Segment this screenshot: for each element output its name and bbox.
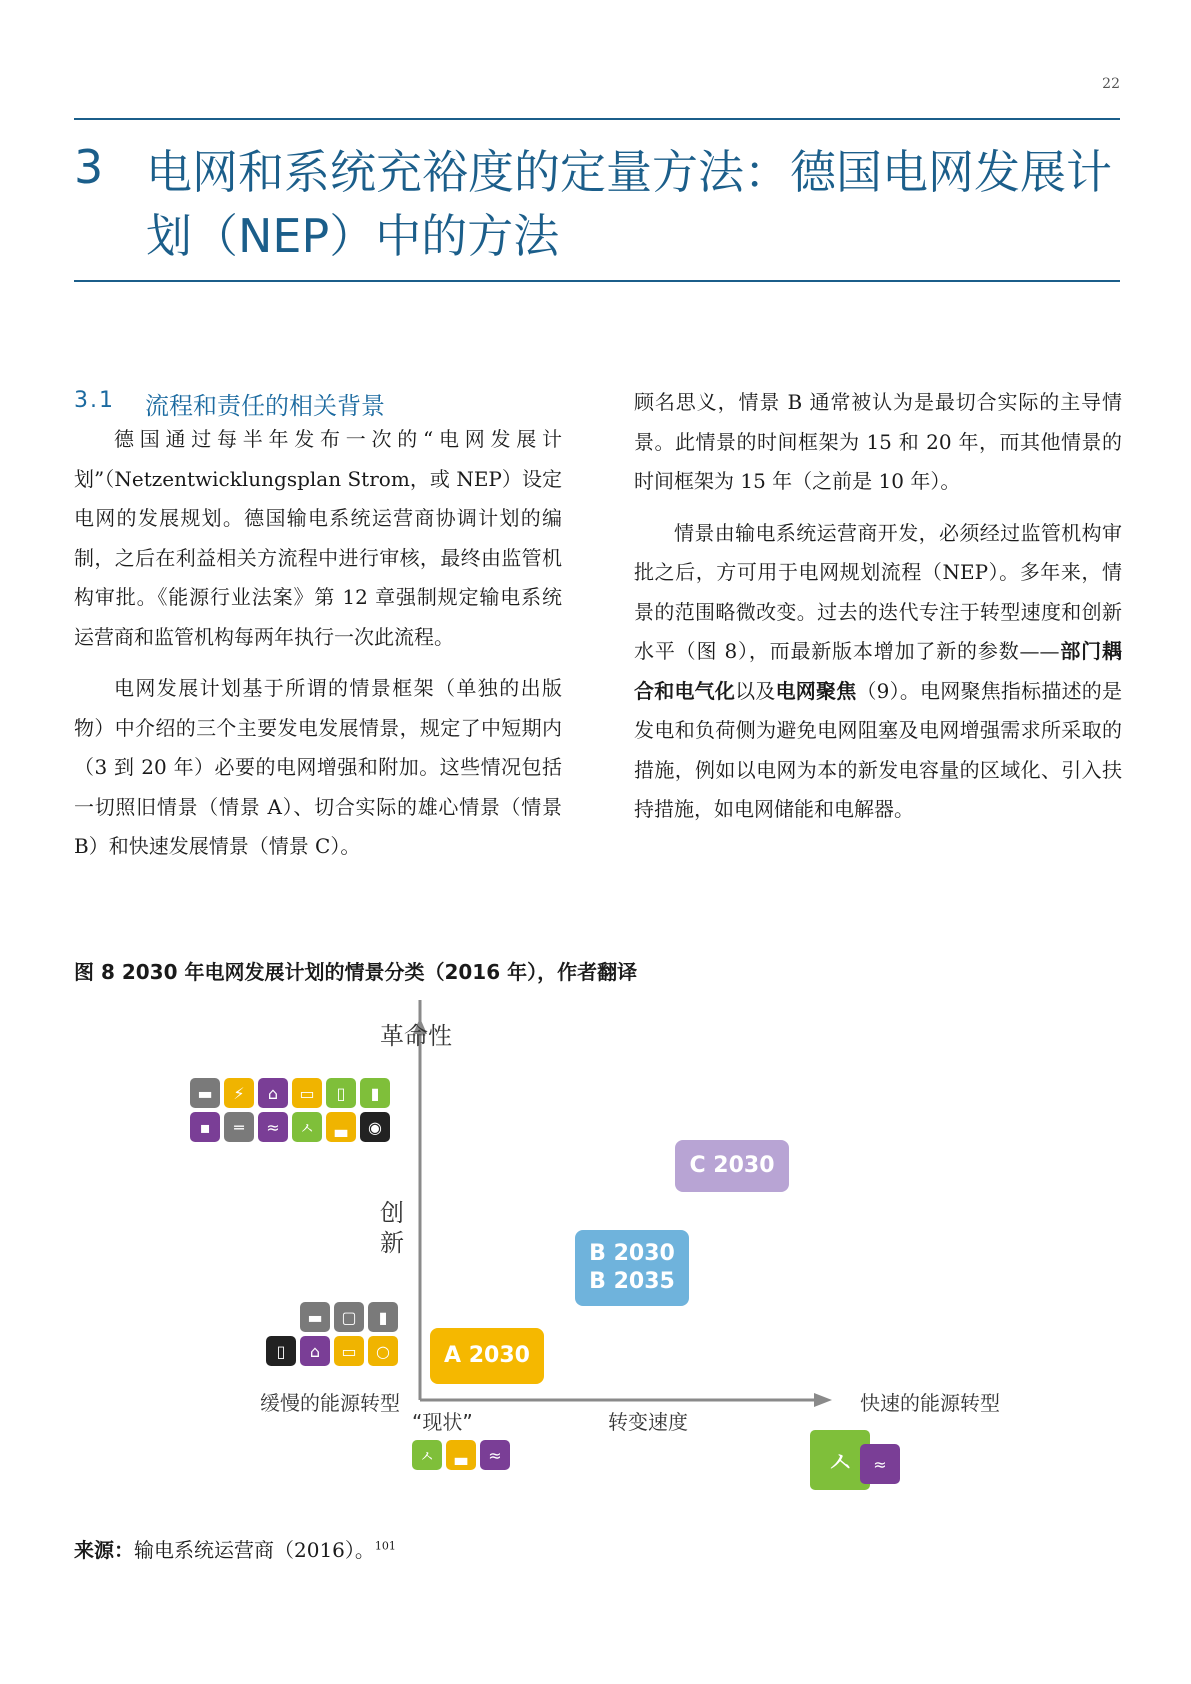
factory-icon: ▭ [292,1078,322,1108]
wind-turbine-icon: ㅅ [412,1440,442,1470]
paragraph-text: 以及 [735,678,776,703]
house-icon: ⌂ [300,1336,330,1366]
scenario-a-box: A 2030 [430,1328,544,1384]
pipe-icon: ═ [224,1112,254,1142]
x-axis-right-label: 快速的能源转型 [860,1391,1000,1415]
paragraph [634,514,1122,830]
appliance-icon: ▢ [334,1302,364,1332]
header-rule [74,118,1120,120]
storage-icon: ▪ [190,1112,220,1142]
paragraph: 顾名思义，情景 B 通常被认为是最切合实际的主导情景。此情景的时间框架为 15 和 20 年，而其他情景的时间框架为 15 年（之前是 10 年）。 [634,390,1122,493]
x-axis-arrow [814,1393,832,1407]
paragraph: 电网发展计划基于所谓的情景框架（单独的出版物）中介绍的三个主要发电发展情景，规定了中短期内（3 到 20 年）必要的电网增强和附加。这些情况包括一切照旧情景（情景 A）、切合实际的雄心情景（情景 B）和快速发展情景（情景 C）。 [74,676,562,858]
status-quo-label: “现状” [412,1410,473,1434]
bold-term: 电网聚焦 [775,678,857,703]
x-axis-mid-label: 转变速度 [608,1410,688,1434]
source-text: 输电系统运营商（2016）。 [134,1538,375,1562]
source-label: 来源： [74,1538,134,1562]
chapter-title: 电网和系统充裕度的定量方法：德国电网发展计划（NEP）中的方法 [146,145,1112,263]
scenario-c-box: C 2030 [675,1140,789,1192]
factory-icon: ▭ [334,1336,364,1366]
wind-turbine-icon: ㅅ [292,1112,322,1142]
figure-caption: 图 8 2030 年电网发展计划的情景分类（2016 年），作者翻译 [74,960,638,984]
paragraph: 德国通过每半年发布一次的“电网发展计划”（Netzentwicklungsplan Strom，或 NEP）设定电网的发展规划。德国输电系统运营商协调计划的编制，之后在利益相关方流程中进行审核，最终由监管机构审批。《能源行业法案》第 12 章强制规定输电系统运营商和监管机构每两年执行一次此流程。 [74,427,562,649]
industry-icon: ▃ [446,1440,476,1470]
power-plant-icon: ≈ [258,1112,288,1142]
right-column [634,383,1122,830]
wind-turbine-icon: ㅅ [810,1430,870,1490]
source-line [74,1534,396,1563]
industry-icon: ▃ [326,1112,356,1142]
paragraph-text: （9）。电网聚焦指标描述的是发电和负荷侧为避免电网阻塞及电网增强需求所采取的措施，例如以电网为本的新发电容量的区域化、引入扶持措施，如电网储能和电解器。 [634,678,1123,821]
house-icon: ⌂ [258,1078,288,1108]
title-rule [74,280,1120,282]
left-column [74,420,562,867]
battery-full-icon: ▮ [360,1078,390,1108]
section-number: 3.1 [74,388,115,413]
paragraph-text: 情景由输电系统运营商开发，必须经过监管机构审批之后，方可用于电网规划流程（NEP）。多年来，情景的范围略微改变。过去的迭代专注于转型速度和创新水平（图 8），而最新版本增加了新的参数—— [634,520,1122,663]
y-axis-mid-label: 创新 [380,1199,404,1257]
thermometer-icon: ▮ [368,1302,398,1332]
phone-icon: ▯ [266,1336,296,1366]
section-title: 流程和责任的相关背景 [145,392,385,420]
footnote-ref: 101 [374,1539,396,1553]
x-axis-left-label: 缓慢的能源转型 [260,1391,400,1415]
lightbulb-icon: ○ [368,1336,398,1366]
car-icon: ▬ [190,1078,220,1108]
power-plant-icon: ≈ [480,1440,510,1470]
page-number: 22 [1102,76,1120,92]
scenario-b2-label: B 2035 [589,1269,675,1294]
car-icon: ▬ [300,1302,330,1332]
power-plant-icon: ≈ [860,1444,900,1484]
scenario-figure [180,1000,1020,1500]
scenario-b-box [575,1230,689,1306]
lightning-icon: ⚡ [224,1078,254,1108]
chapter-number: 3 [74,140,104,194]
scenario-b1-label: B 2030 [589,1241,675,1266]
meter-icon: ◉ [360,1112,390,1142]
y-axis-top-label: 革命性 [380,1022,452,1050]
bold-term: 部门耦合和电气化 [634,639,1122,703]
battery-icon: ▯ [326,1078,356,1108]
